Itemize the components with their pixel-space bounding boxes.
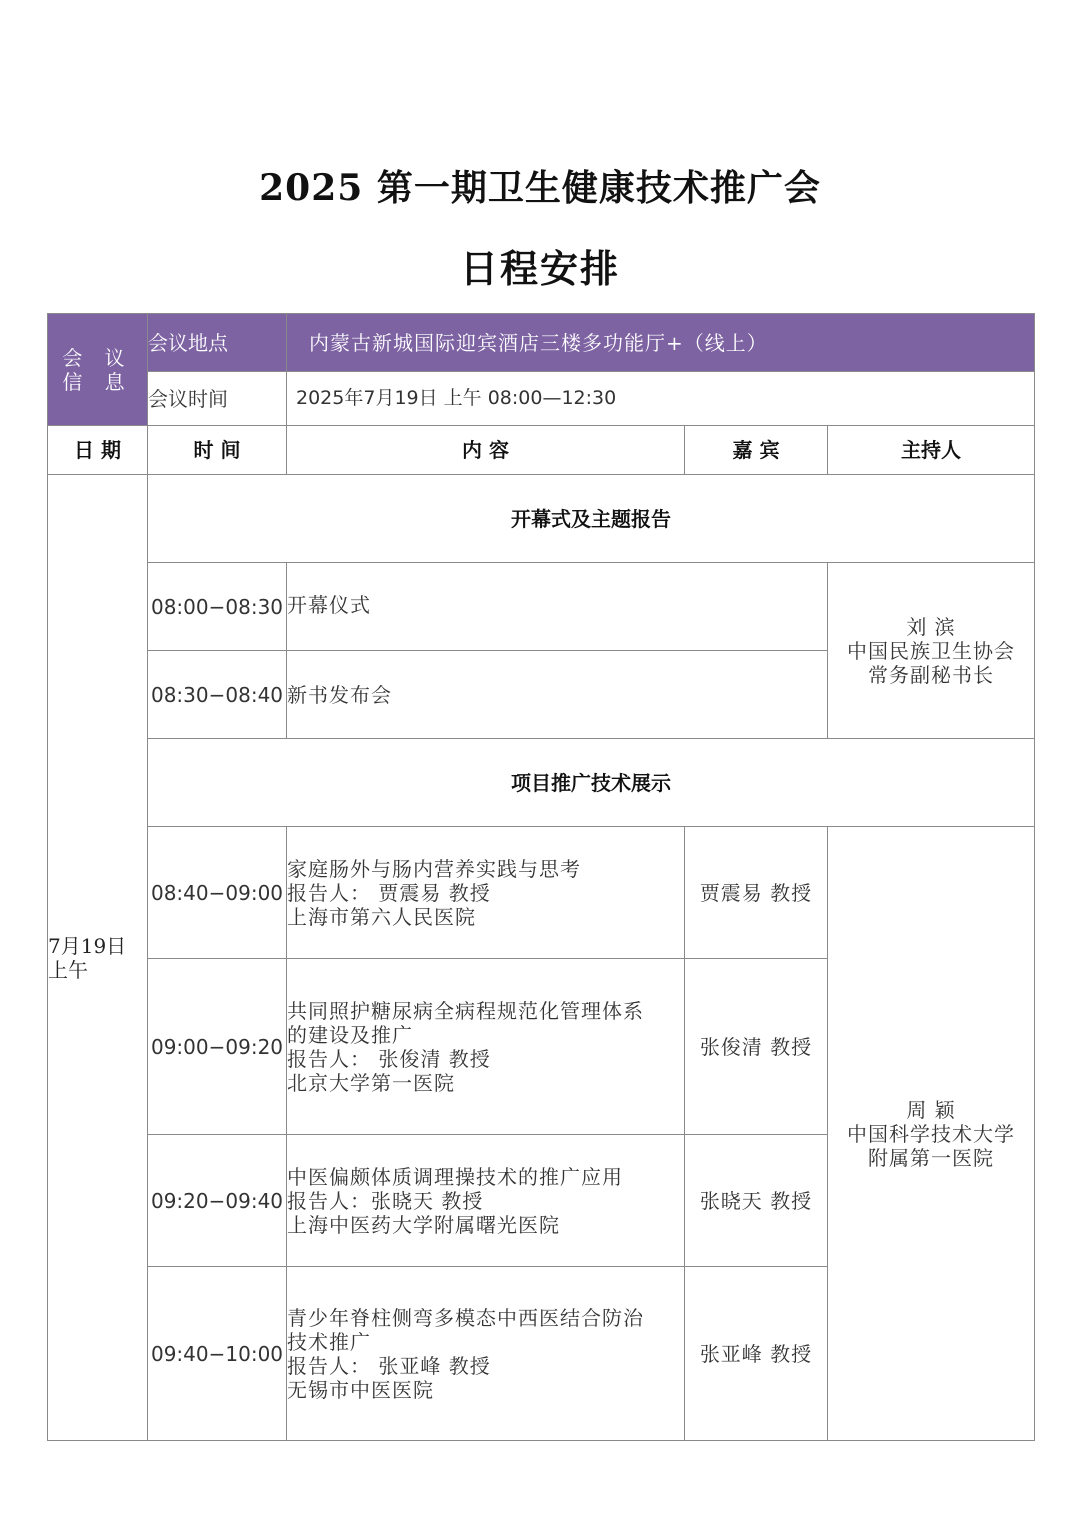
schedule-table: [47, 313, 1035, 1441]
meeting-time-row: [48, 372, 1035, 426]
location-value: 内蒙古新城国际迎宾酒店三楼多功能厅+（线上）: [287, 314, 1035, 372]
item-content: 青少年脊柱侧弯多模态中西医结合防治 技术推广 报告人： 张亚峰 教授 无锡市中医医院: [287, 1267, 685, 1441]
meeting-location-row: [48, 314, 1035, 372]
header-content: 内 容: [287, 426, 685, 475]
meeting-info-label: 会 议 信 息: [48, 314, 148, 426]
location-label: 会议地点: [148, 314, 287, 372]
header-date: 日 期: [48, 426, 148, 475]
header-row: [48, 426, 1035, 475]
section-title: 项目推广技术展示: [148, 739, 1035, 827]
header-guest: 嘉 宾: [685, 426, 828, 475]
page-title: 2025 第一期卫生健康技术推广会: [259, 167, 821, 209]
item-content: 新书发布会: [287, 651, 828, 739]
item-time: 08:30−08:40: [148, 651, 287, 739]
item-guest: 张晓天 教授: [685, 1135, 828, 1267]
time-label: 会议时间: [148, 372, 287, 426]
item-content: 共同照护糖尿病全病程规范化管理体系 的建设及推广 报告人： 张俊清 教授 北京大学第一医院: [287, 959, 685, 1135]
item-time: 09:00−09:20: [148, 959, 287, 1135]
header-host: 主持人: [828, 426, 1035, 475]
header-time: 时 间: [148, 426, 287, 475]
item-guest: 贾震易 教授: [685, 827, 828, 959]
item-guest: 张俊清 教授: [685, 959, 828, 1135]
item-guest: 张亚峰 教授: [685, 1267, 828, 1441]
time-value: 2025年7月19日 上午 08:00—12:30: [287, 372, 1035, 426]
item-content: 开幕仪式: [287, 563, 828, 651]
date-cell: 7月19日 上午: [48, 475, 148, 1441]
table-row: [48, 563, 1035, 651]
item-time: 08:00−08:30: [148, 563, 287, 651]
table-row: [48, 827, 1035, 959]
item-content: 中医偏颇体质调理操技术的推广应用 报告人：张晓天 教授 上海中医药大学附属曙光医院: [287, 1135, 685, 1267]
section-row: [48, 739, 1035, 827]
item-time: 08:40−09:00: [148, 827, 287, 959]
section-title: 开幕式及主题报告: [148, 475, 1035, 563]
host-cell: 周 颖 中国科学技术大学 附属第一医院: [828, 827, 1035, 1441]
section-row: [48, 475, 1035, 563]
item-time: 09:20−09:40: [148, 1135, 287, 1267]
item-time: 09:40−10:00: [148, 1267, 287, 1441]
page-subtitle: 日程安排: [459, 246, 620, 291]
item-content: 家庭肠外与肠内营养实践与思考 报告人： 贾震易 教授 上海市第六人民医院: [287, 827, 685, 959]
host-cell: 刘 滨 中国民族卫生协会 常务副秘书长: [828, 563, 1035, 739]
